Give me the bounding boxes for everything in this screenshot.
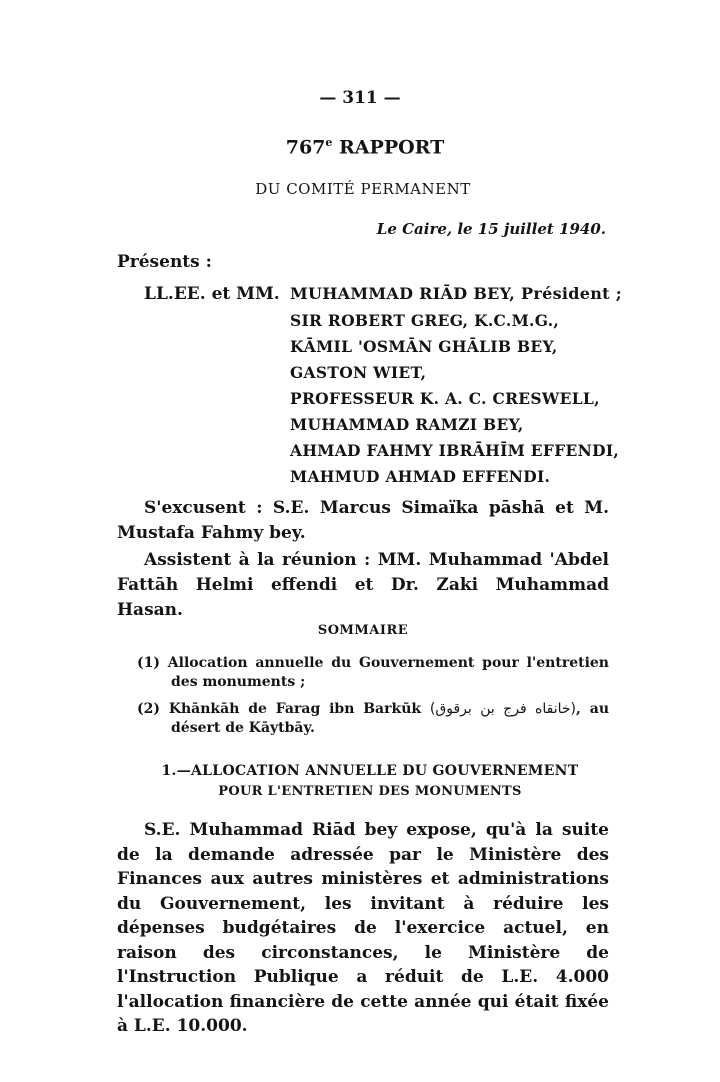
- attendee-row: PROFESSEUR K. A. C. CRESWELL,: [290, 389, 600, 408]
- section-subtitle: POUR L'ENTRETIEN DES MONUMENTS: [218, 784, 522, 799]
- sommaire-item: [137, 700, 609, 738]
- arabic-title: (خانقاه فرج بن برقوق): [429, 701, 577, 717]
- sommaire-heading: SOMMAIRE: [317, 623, 409, 638]
- sommaire-item: (1) Allocation annuelle du Gouvernement pour l'entretien des monuments ;: [137, 655, 609, 690]
- attendees-lead: LL.EE. et MM.: [144, 284, 280, 304]
- attendee-row: KĀMIL 'OSMĀN GHĀLIB BEY,: [290, 337, 558, 356]
- attendee-row: MUHAMMAD RAMZI BEY,: [290, 415, 524, 434]
- dateline: Le Caire, le 15 juillet 1940.: [376, 220, 606, 238]
- sommaire-item-text: (2) Khānkāh de Farag ibn Barkūk: [137, 701, 422, 717]
- excused-paragraph: S'excusent : S.E. Marcus Simaïka pāshā et M. Mustafa Fahmy bey.: [117, 498, 609, 543]
- attendee-row: MUHAMMAD RIĀD BEY, Président ;: [290, 284, 622, 303]
- page-number: — 311 —: [319, 88, 401, 108]
- report-title-sup: e: [325, 136, 333, 149]
- attendee-row: GASTON WIET,: [290, 363, 427, 382]
- attendee-row: MAHMUD AHMAD EFFENDI.: [290, 467, 551, 486]
- report-title-number: 767: [285, 136, 326, 159]
- presents-label: Présents :: [117, 252, 212, 272]
- attendee-row: SIR ROBERT GREG, K.C.M.G.,: [290, 311, 560, 330]
- committee-heading: DU COMITÉ PERMANENT: [255, 180, 471, 198]
- attendee-row: AHMAD FAHMY IBRĀHĪM EFFENDI,: [290, 441, 620, 460]
- sommaire-item-end: , au désert de Kāytbāy.: [171, 701, 609, 736]
- report-title-word: RAPPORT: [339, 136, 445, 159]
- report-title: [0, 136, 720, 158]
- assistants-paragraph: Assistent à la réunion : MM. Muhammad 'Abdel Fattāh Helmi effendi et Dr. Zaki Muhammad Hasan.: [117, 550, 609, 620]
- section-body: S.E. Muhammad Riād bey expose, qu'à la suite de la demande adressée par le Ministère des Finances aux autres ministères et administrations du Gouvernement, les invitant à réduire les dépenses budgétaires de l'exercice actuel, en raison des circonstances, le Ministère de l'Instruction Publique a réduit de L.E. 4.000 l'allocation financière de cette année qui était fixée à L.E. 10.000.: [117, 820, 609, 1036]
- section-title: 1.—ALLOCATION ANNUELLE DU GOUVERNEMENT: [161, 763, 579, 779]
